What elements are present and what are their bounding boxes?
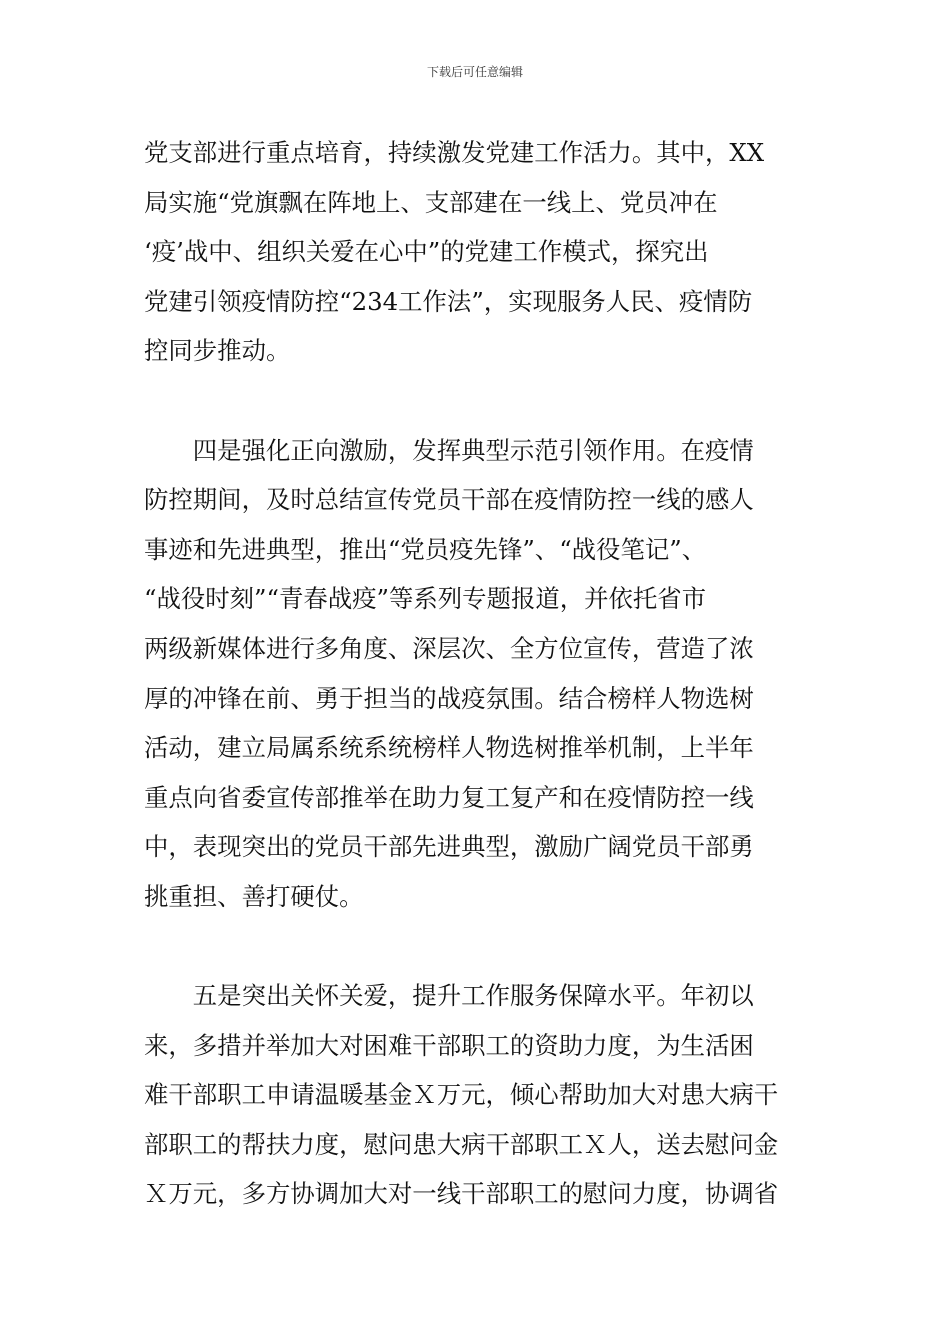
paragraph-gap (144, 376, 812, 426)
text-line: 活动，建立局属系统系统榜样人物选树推举机制，上半年 (144, 733, 754, 763)
text-line: “战役时刻”“青春战疫”等系列专题报道，并依托省市 (144, 584, 707, 614)
text-line: ‘疫’战中、组织关爱在心中”的党建工作模式，探究出 (144, 237, 709, 267)
text-line: 部职工的帮扶力度，慰问患大病干部职工Ｘ人，送去慰问金 (144, 1129, 779, 1159)
text-line: 来，多措并举加大对困难干部职工的资助力度，为生活困 (144, 1030, 754, 1060)
text-line: 党建引领疫情防控“234工作法”，实现服务人民、疫情防 (144, 286, 753, 316)
text-line: 党支部进行重点培育，持续激发党建工作活力。其中，XX (144, 138, 765, 167)
paragraph-gap (144, 922, 812, 972)
text-line: 重点向省委宣传部推举在助力复工复产和在疫情防控一线 (144, 782, 754, 812)
text-line: 五是突出关怀关爱，提升工作服务保障水平。年初以 (144, 981, 754, 1011)
paragraph (144, 426, 812, 922)
text-line: 四是强化正向激励，发挥典型示范引领作用。在疫情 (144, 435, 754, 465)
text-line: 难干部职工申请温暖基金Ｘ万元，倾心帮助加大对患大病干 (144, 1080, 779, 1110)
text-line: 防控期间，及时总结宣传党员干部在疫情防控一线的感人 (144, 485, 754, 515)
text-line: 事迹和先进典型，推出“党员疫先锋”、“战役笔记”、 (144, 534, 707, 564)
text-line: 控同步推动。 (144, 336, 291, 366)
text-line: 厚的冲锋在前、勇于担当的战疫氛围。结合榜样人物选树 (144, 683, 754, 713)
text-line: 两级新媒体进行多角度、深层次、全方位宣传，营造了浓 (144, 633, 754, 663)
page-header: 下载后可任意编辑 (426, 65, 523, 79)
text-line: 局实施“党旗飘在阵地上、支部建在一线上、党员冲在 (144, 187, 718, 217)
text-line: 挑重担、善打硬仗。 (144, 881, 364, 911)
text-line: Ｘ万元，多方协调加大对一线干部职工的慰问力度，协调省 (144, 1179, 779, 1209)
paragraph (144, 128, 812, 376)
text-line: 中，表现突出的党员干部先进典型，激励广阔党员干部勇 (144, 832, 754, 862)
paragraph (144, 971, 812, 1219)
document-body (144, 128, 812, 1219)
